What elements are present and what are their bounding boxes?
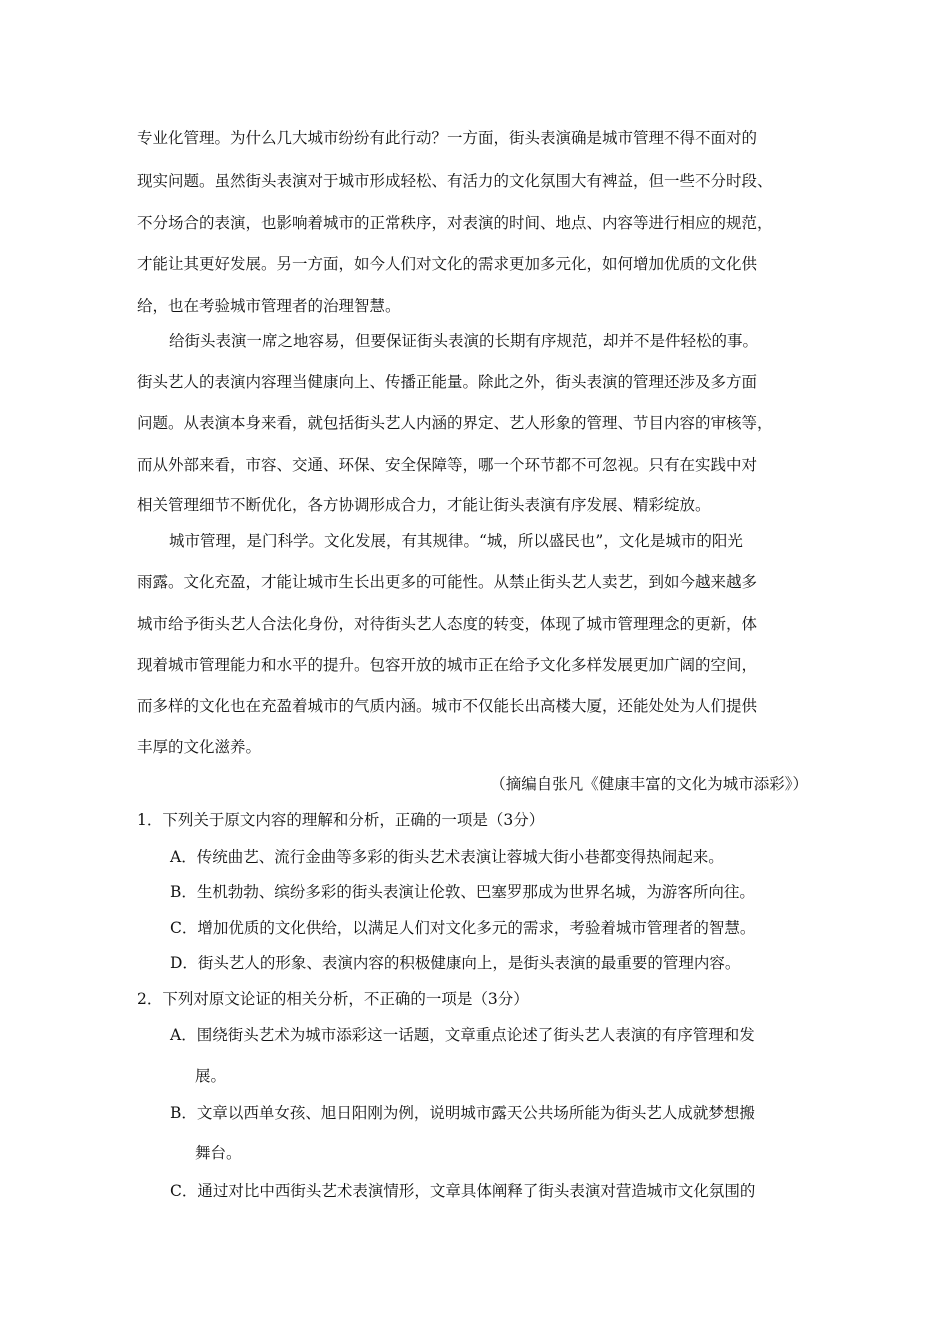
- paragraph-line: 城市管理，是门科学。文化发展，有其规律。“城，所以盛民也”，文化是城市的阳光: [169, 532, 743, 550]
- question-option-continuation: 展。: [195, 1067, 227, 1085]
- paragraph-line: 城市给予街头艺人合法化身份，对待街头艺人态度的转变，体现了城市管理理念的更新，体: [137, 615, 758, 633]
- question-option: C．增加优质的文化供给，以满足人们对文化多元的需求，考验着城市管理者的智慧。: [170, 919, 756, 937]
- paragraph-line: 现着城市管理能力和水平的提升。包容开放的城市正在给予文化多样发展更加广阔的空间，: [137, 656, 758, 674]
- paragraph-line: 不分场合的表演，也影响着城市的正常秩序，对表演的时间、地点、内容等进行相应的规范，: [137, 214, 773, 232]
- paragraph-line: 给，也在考验城市管理者的治理智慧。: [137, 297, 401, 315]
- paragraph-line: 现实问题。虽然街头表演对于城市形成轻松、有活力的文化氛围大有裨益，但一些不分时段、: [137, 172, 773, 190]
- paragraph-line: 丰厚的文化滋养。: [137, 738, 262, 756]
- paragraph-line: 而从外部来看，市容、交通、环保、安全保障等，哪一个环节都不可忽视。只有在实践中对: [137, 456, 758, 474]
- paragraph-line: 相关管理细节不断优化，各方协调形成合力，才能让街头表演有序发展、精彩绽放。: [137, 496, 711, 514]
- question-option: B．生机勃勃、缤纷多彩的街头表演让伦敦、巴塞罗那成为世界名城，为游客所向往。: [170, 883, 755, 901]
- question-option-continuation: 舞台。: [195, 1144, 242, 1162]
- question-stem: 1．下列关于原文内容的理解和分析，正确的一项是（3分）: [137, 811, 545, 829]
- paragraph-line: 街头艺人的表演内容理当健康向上、传播正能量。除此之外，街头表演的管理还涉及多方面: [137, 373, 758, 391]
- article-source: （摘编自张凡《健康丰富的文化为城市添彩》）: [490, 775, 808, 793]
- question-option: A．传统曲艺、流行金曲等多彩的街头艺术表演让蓉城大街小巷都变得热闹起来。: [170, 848, 724, 866]
- paragraph-line: 给街头表演一席之地容易，但要保证街头表演的长期有序规范，却并不是件轻松的事。: [169, 332, 759, 350]
- paragraph-line: 而多样的文化也在充盈着城市的气质内涵。城市不仅能长出高楼大厦，还能处处为人们提供: [137, 697, 758, 715]
- paragraph-line: 雨露。文化充盈，才能让城市生长出更多的可能性。从禁止街头艺人卖艺，到如今越来越多: [137, 573, 758, 591]
- question-option: A．围绕街头艺术为城市添彩这一话题，文章重点论述了街头艺人表演的有序管理和发: [170, 1026, 755, 1044]
- question-option: B．文章以西单女孩、旭日阳刚为例，说明城市露天公共场所能为街头艺人成就梦想搬: [170, 1104, 755, 1122]
- paragraph-line: 才能让其更好发展。另一方面，如今人们对文化的需求更加多元化，如何增加优质的文化供: [137, 255, 758, 273]
- paragraph-line: 专业化管理。为什么几大城市纷纷有此行动？一方面，街头表演确是城市管理不得不面对的: [137, 129, 758, 147]
- paragraph-line: 问题。从表演本身来看，就包括街头艺人内涵的界定、艺人形象的管理、节目内容的审核等，: [137, 414, 773, 432]
- question-stem: 2．下列对原文论证的相关分析，不正确的一项是（3分）: [137, 990, 529, 1008]
- question-option: D．街头艺人的形象、表演内容的积极健康向上，是街头表演的最重要的管理内容。: [170, 954, 741, 972]
- question-option: C．通过对比中西街头艺术表演情形，文章具体阐释了街头表演对营造城市文化氛围的: [170, 1182, 756, 1200]
